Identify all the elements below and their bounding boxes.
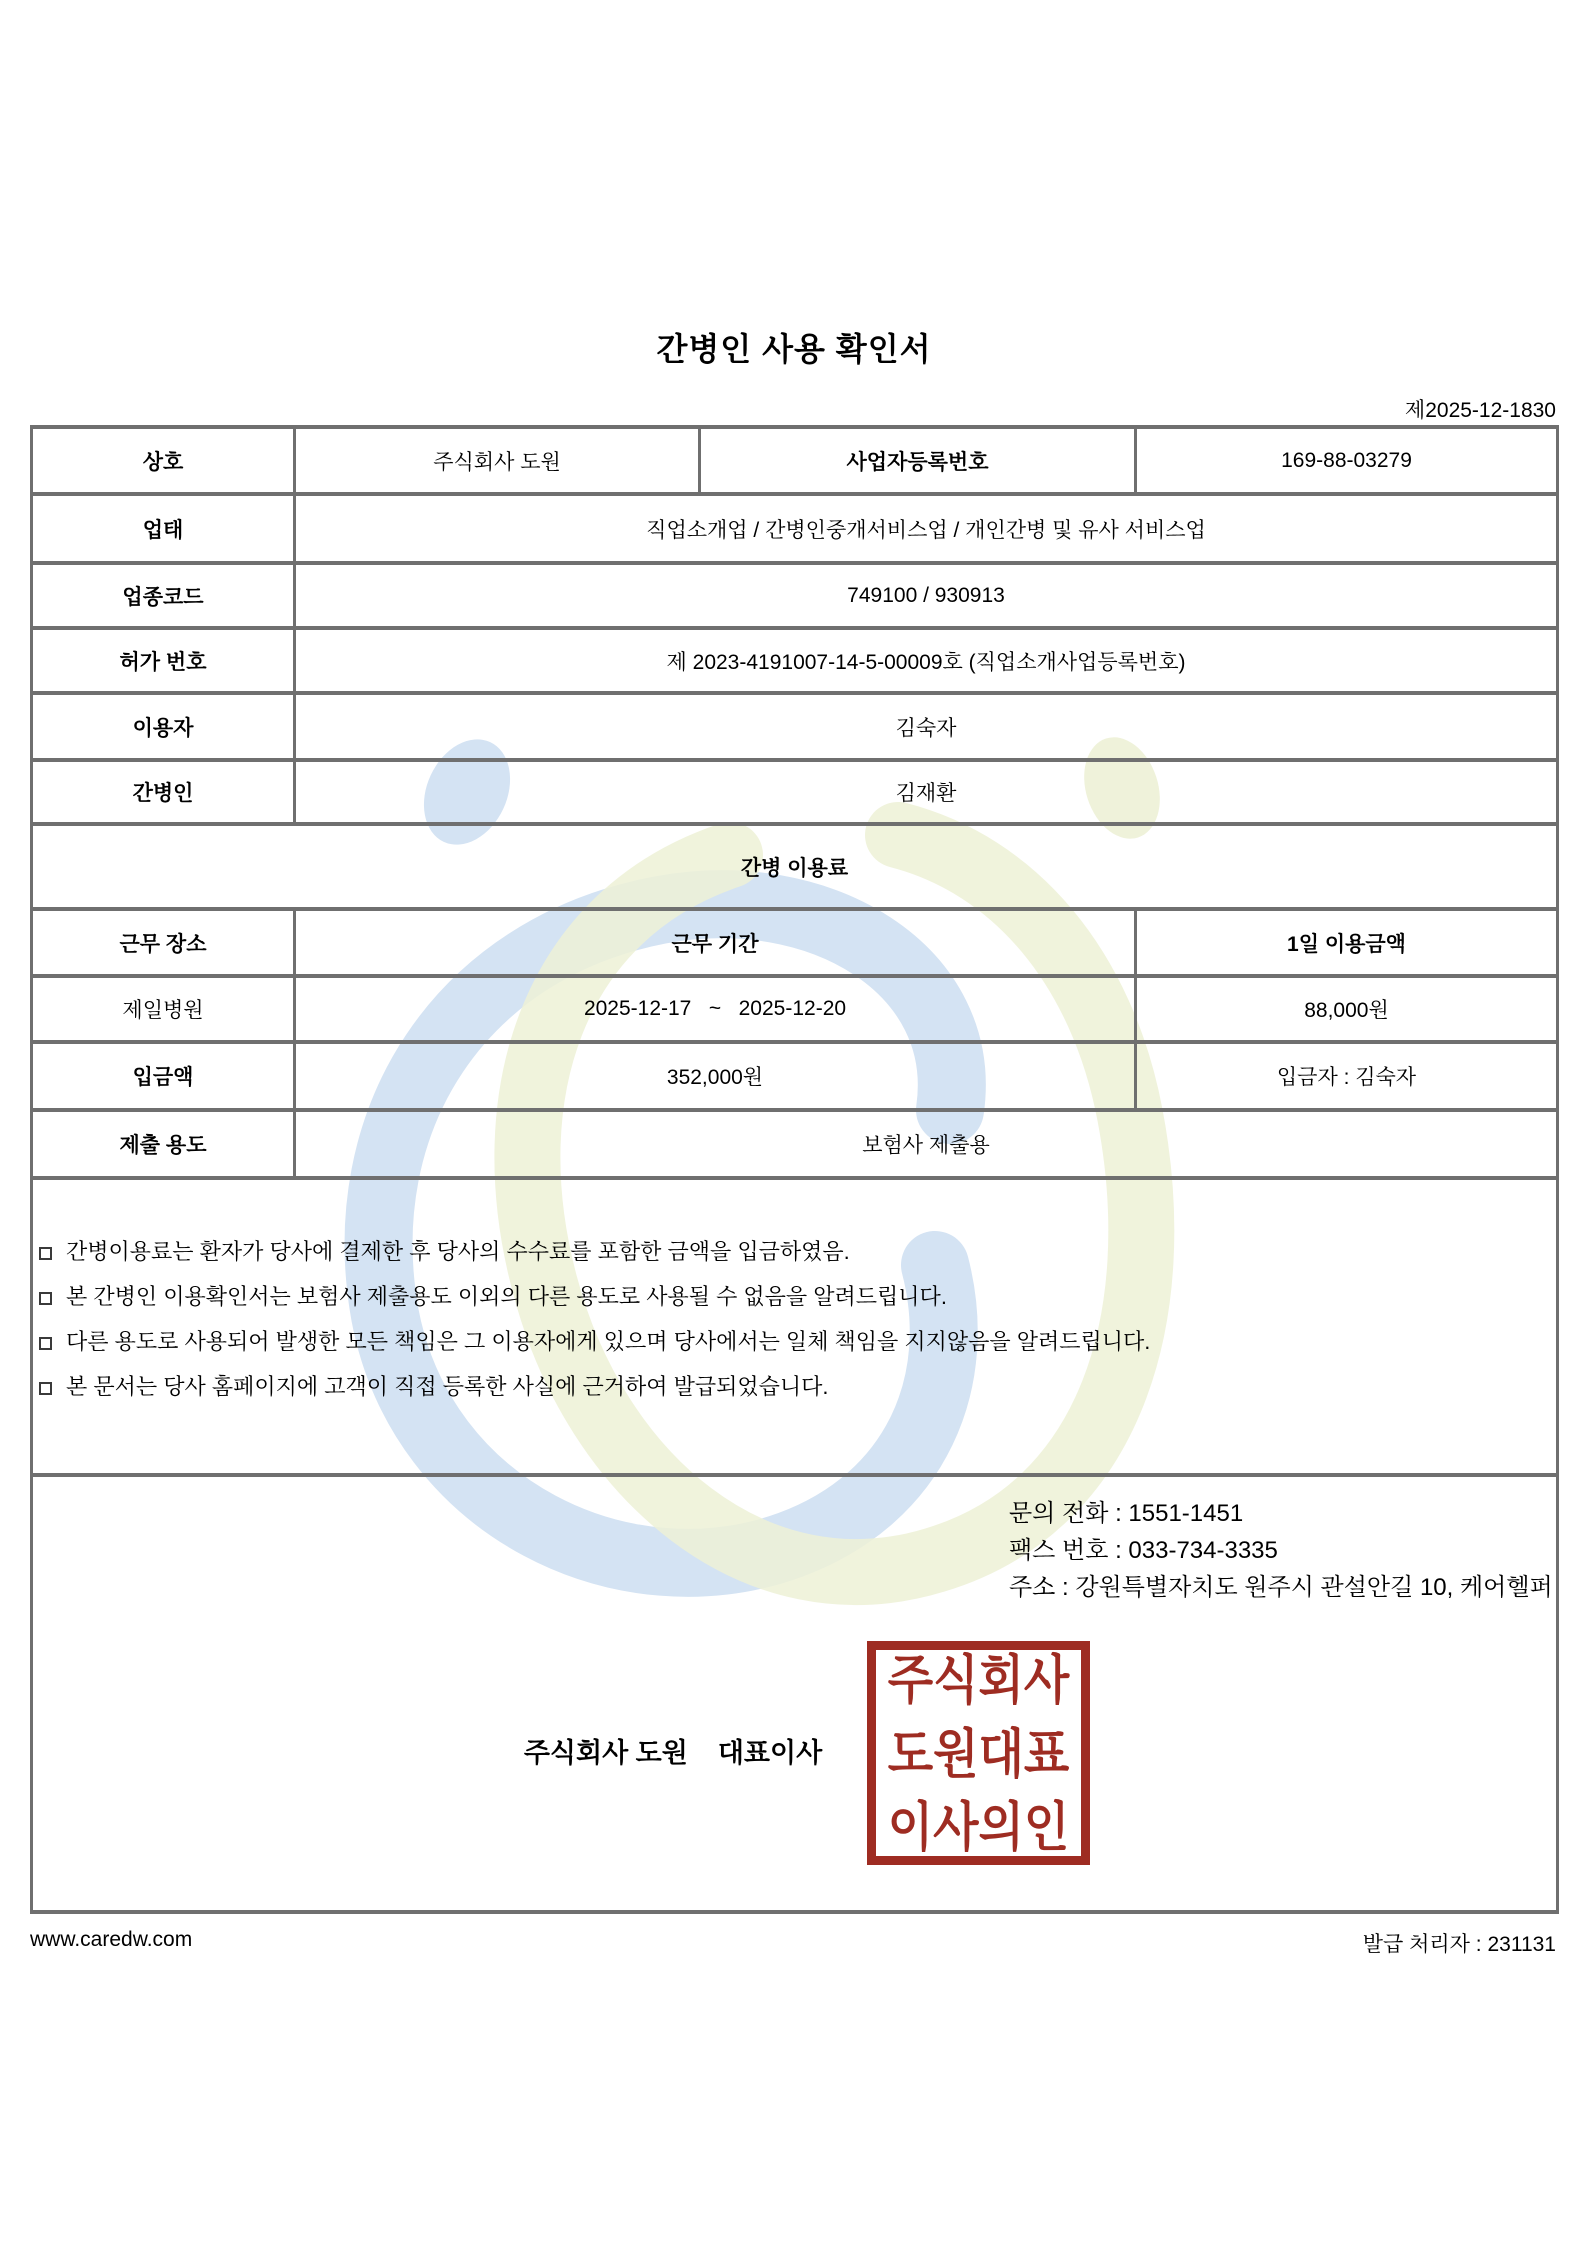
value-submission-purpose: 보험사 제출용 [295, 1110, 1558, 1178]
square-bullet-icon [39, 1337, 52, 1350]
label-company-name: 상호 [32, 427, 295, 494]
value-business-reg-no: 169-88-03279 [1136, 427, 1558, 494]
square-bullet-icon [39, 1382, 52, 1395]
note-item [39, 1237, 1550, 1282]
value-work-period: 2025-12-17 ~ 2025-12-20 [295, 976, 1136, 1042]
note-item [39, 1327, 1550, 1372]
label-work-period: 근무 기간 [295, 909, 1136, 976]
note-item [39, 1372, 1550, 1417]
stamp-text-line: 도원대표 [887, 1723, 1070, 1783]
contact-fax: 팩스 번호 : 033-734-3335 [1009, 1537, 1278, 1564]
signature-text: 주식회사 도원 대표이사 [523, 1738, 823, 1768]
value-license-number: 제 2023-4191007-14-5-00009호 (직업소개사업등록번호) [295, 628, 1558, 693]
contact-address: 주소 : 강원특별자치도 원주시 관설안길 10, 케어헬퍼 [1009, 1574, 1553, 1601]
note-text: 본 간병인 이용확인서는 보험사 제출용도 이외의 다른 용도로 사용될 수 없음을 알려드립니다. [66, 1283, 947, 1309]
notes-row [32, 1178, 1558, 1475]
label-business-reg-no: 사업자등록번호 [700, 427, 1136, 494]
label-workplace: 근무 장소 [32, 909, 295, 976]
note-text: 간병이용료는 환자가 당사에 결제한 후 당사의 수수료를 포함한 금액을 입금하였음. [66, 1238, 850, 1264]
section-header-care-fee: 간병 이용료 [32, 824, 1558, 909]
table-row [32, 628, 1558, 693]
contact-block [1009, 1495, 1553, 1606]
table-row [32, 976, 1558, 1042]
value-user: 김숙자 [295, 693, 1558, 760]
table-row [32, 1110, 1558, 1178]
section-header-row [32, 824, 1558, 909]
value-industry-code: 749100 / 930913 [295, 563, 1558, 628]
stamp-text-line: 주식회사 [887, 1649, 1070, 1710]
value-company-name: 주식회사 도원 [295, 427, 700, 494]
footer-website: www.caredw.com [30, 1928, 193, 1951]
table-row [32, 693, 1558, 760]
label-industry-code: 업종코드 [32, 563, 295, 628]
label-business-type: 업태 [32, 494, 295, 563]
value-business-type: 직업소개업 / 간병인중개서비스업 / 개인간병 및 유사 서비스업 [295, 494, 1558, 563]
label-submission-purpose: 제출 용도 [32, 1110, 295, 1178]
label-user: 이용자 [32, 693, 295, 760]
document-number: 제2025-12-1830 [1404, 399, 1556, 422]
square-bullet-icon [39, 1292, 52, 1305]
label-depositor: 입금자 [1276, 1066, 1338, 1089]
footer-issuer: 발급 처리자 : 231131 [1362, 1933, 1556, 1956]
note-text: 본 문서는 당사 홈페이지에 고객이 직접 등록한 사실에 근거하여 발급되었습니다. [66, 1373, 829, 1399]
company-seal-stamp [867, 1641, 1090, 1865]
label-caregiver: 간병인 [32, 760, 295, 824]
table-row [32, 1042, 1558, 1110]
notes-section [32, 1178, 1558, 1475]
value-daily-fee: 88,000원 [1136, 976, 1558, 1042]
signature-section [32, 1475, 1558, 1912]
value-depositor [1136, 1042, 1558, 1110]
value-workplace: 제일병원 [32, 976, 295, 1042]
value-deposit-amount: 352,000원 [295, 1042, 1136, 1110]
label-daily-fee: 1일 이용금액 [1136, 909, 1558, 976]
stamp-text-line: 이사의인 [887, 1796, 1070, 1857]
contact-phone: 문의 전화 : 1551-1451 [1009, 1500, 1244, 1527]
table-row [32, 563, 1558, 628]
label-license-number: 허가 번호 [32, 628, 295, 693]
note-item [39, 1282, 1550, 1327]
label-deposit-amount: 입금액 [32, 1042, 295, 1110]
signature-row [32, 1475, 1558, 1912]
note-text: 다른 용도로 사용되어 발생한 모든 책임은 그 이용자에게 있으며 당사에서는 일체 책임을 지지않음을 알려드립니다. [66, 1328, 1151, 1354]
table-row [32, 427, 1558, 494]
page-footer [30, 1928, 1556, 1958]
info-table [30, 425, 1559, 1914]
table-row [32, 760, 1558, 824]
square-bullet-icon [39, 1247, 52, 1260]
page-title: 간병인 사용 확인서 [656, 331, 932, 367]
table-row [32, 494, 1558, 563]
value-caregiver: 김재환 [295, 760, 1558, 824]
table-row [32, 909, 1558, 976]
depositor-name: : 김숙자 [1337, 1066, 1417, 1089]
